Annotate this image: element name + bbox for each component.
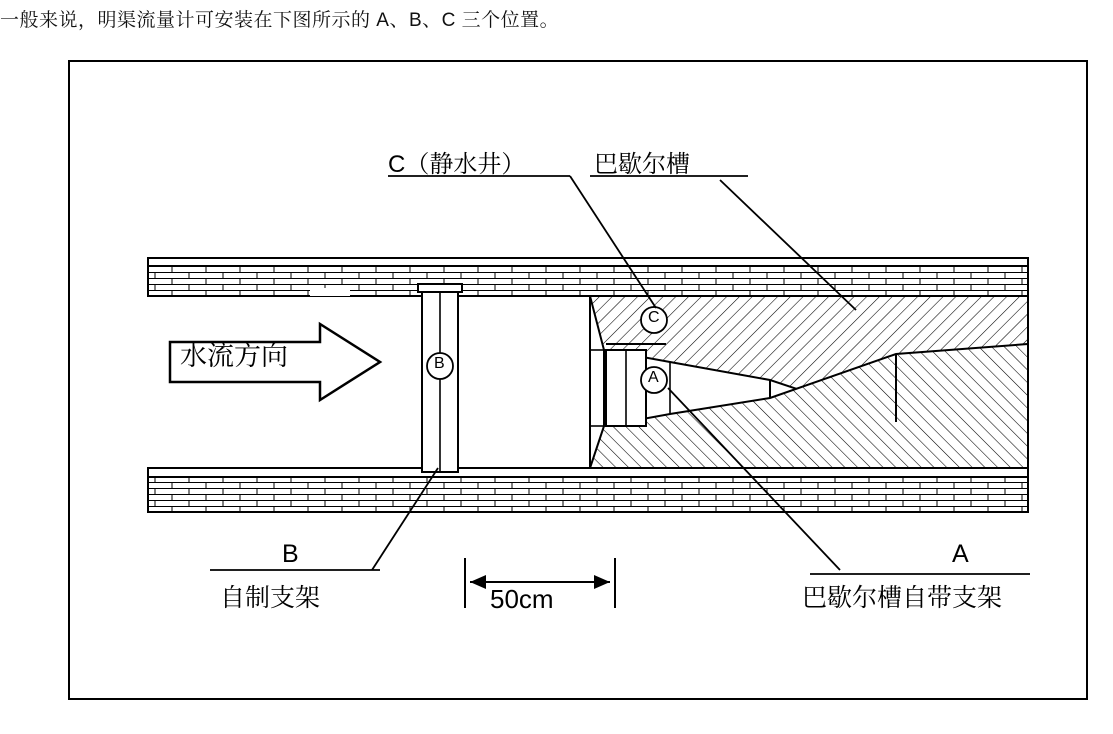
page-caption: 一般来说，明渠流量计可安装在下图所示的 A、B、C 三个位置。 [0,10,560,31]
marker-b-label: B [434,355,445,372]
label-parshall-flume: 巴歇尔槽 [594,151,690,178]
label-dimension-50cm: 50cm [490,584,554,614]
label-position-a-desc: 巴歇尔槽自带支架 [802,584,1003,612]
figure-container [68,60,1088,700]
lower-channel-wall [148,468,1028,512]
marker-c-label: C [648,309,660,326]
label-flow-direction: 水流方向 [180,341,288,371]
label-c-stilling-well: C（静水井） [388,151,526,178]
marker-a-label: A [648,369,659,386]
label-position-b-desc: 自制支架 [220,584,321,612]
upper-channel-wall [148,258,1028,296]
label-position-a: A [952,540,969,568]
label-position-b: B [282,540,299,568]
